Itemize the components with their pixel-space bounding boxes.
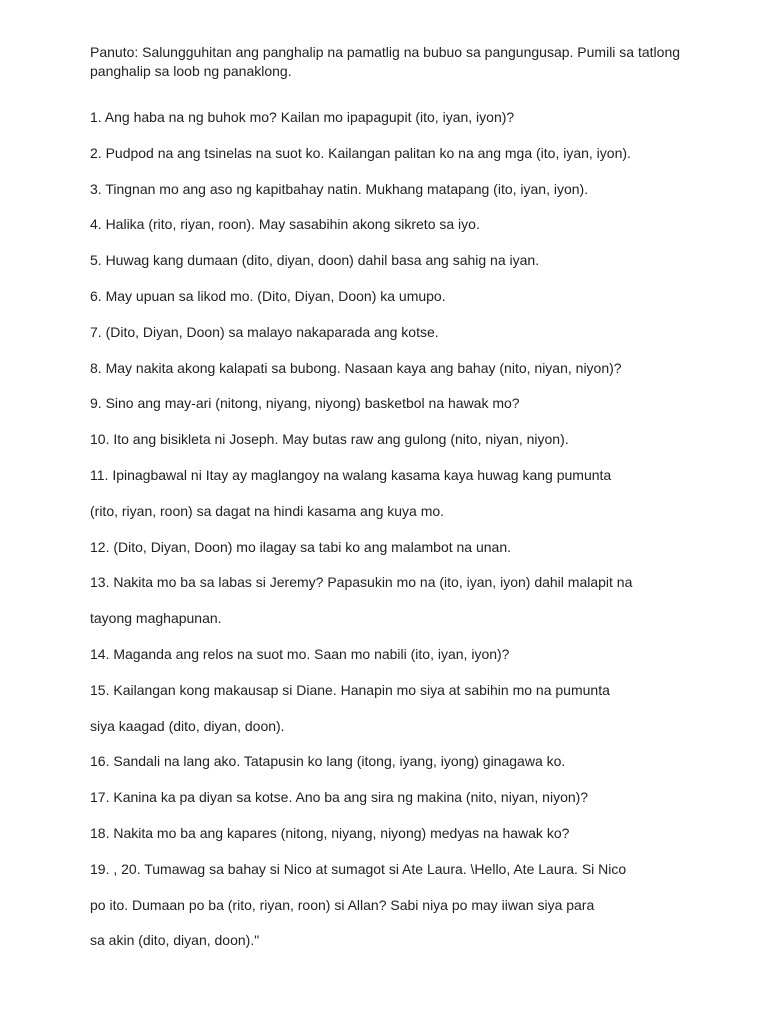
exercise-line: 9. Sino ang may-ari (nitong, niyang, niyong) basketbol na hawak mo?: [90, 395, 520, 412]
exercise-line: 8. May nakita akong kalapati sa bubong. Nasaan kaya ang bahay (nito, niyan, niyon)?: [90, 359, 622, 376]
exercise-line: 13. Nakita mo ba sa labas si Jeremy? Papasukin mo na (ito, iyan, iyon) dahil malapit na: [90, 574, 633, 591]
exercise-line: 15. Kailangan kong makausap si Diane. Hanapin mo siya at sabihin mo na pumunta: [90, 681, 610, 698]
exercise-line: 5. Huwag kang dumaan (dito, diyan, doon) dahil basa ang sahig na iyan.: [90, 252, 540, 269]
exercise-line: 6. May upuan sa likod mo. (Dito, Diyan, Doon) ka umupo.: [90, 287, 446, 304]
exercise-line: 14. Maganda ang relos na suot mo. Saan mo nabili (ito, iyan, iyon)?: [90, 645, 510, 662]
exercise-line-continuation: sa akin (dito, diyan, doon).": [90, 932, 260, 949]
exercise-line: 10. Ito ang bisikleta ni Joseph. May butas raw ang gulong (nito, niyan, niyon).: [90, 431, 569, 448]
exercise-line: 16. Sandali na lang ako. Tatapusin ko lang (itong, iyang, iyong) ginagawa ko.: [90, 753, 566, 770]
exercise-line: 18. Nakita mo ba ang kapares (nitong, niyang, niyong) medyas na hawak ko?: [90, 824, 570, 841]
exercise-line: 1. Ang haba na ng buhok mo? Kailan mo ipapagupit (ito, iyan, iyon)?: [90, 109, 515, 125]
instructions-text: Panuto: Salungguhitan ang panghalip na pamatlig na bubuo sa pangungusap. Pumili sa tatlong panghalip sa loob ng panaklong.: [90, 44, 681, 79]
exercise-line: 19. , 20. Tumawag sa bahay si Nico at sumagot si Ate Laura. \Hello, Ate Laura. Si Nico: [90, 860, 627, 877]
exercise-line-continuation: (rito, riyan, roon) sa dagat na hindi kasama ang kuya mo.: [90, 502, 445, 519]
exercise-line: 17. Kanina ka pa diyan sa kotse. Ano ba ang sira ng makina (nito, niyan, niyon)?: [90, 789, 589, 806]
exercise-line: 7. (Dito, Diyan, Doon) sa malayo nakaparada ang kotse.: [90, 323, 439, 340]
exercise-line: 4. Halika (rito, riyan, roon). May sasabihin akong sikreto sa iyo.: [90, 216, 480, 233]
exercise-line: 11. Ipinagbawal ni Itay ay maglangoy na walang kasama kaya huwag kang pumunta: [90, 466, 612, 483]
worksheet-page: [90, 43, 690, 959]
exercise-line-continuation: siya kaagad (dito, diyan, doon).: [90, 717, 285, 734]
exercise-line-continuation: po ito. Dumaan po ba (rito, riyan, roon) si Allan? Sabi niya po may iiwan siya para: [90, 896, 595, 913]
exercise-line-continuation: tayong maghapunan.: [90, 610, 222, 627]
exercise-line: 3. Tingnan mo ang aso ng kapitbahay natin. Mukhang matapang (ito, iyan, iyon).: [90, 180, 589, 197]
exercise-line: 2. Pudpod na ang tsinelas na suot ko. Kailangan palitan ko na ang mga (ito, iyan, iyon).: [90, 144, 631, 161]
exercise-list: [90, 100, 690, 959]
exercise-line: 12. (Dito, Diyan, Doon) mo ilagay sa tabi ko ang malambot na unan.: [90, 538, 512, 555]
